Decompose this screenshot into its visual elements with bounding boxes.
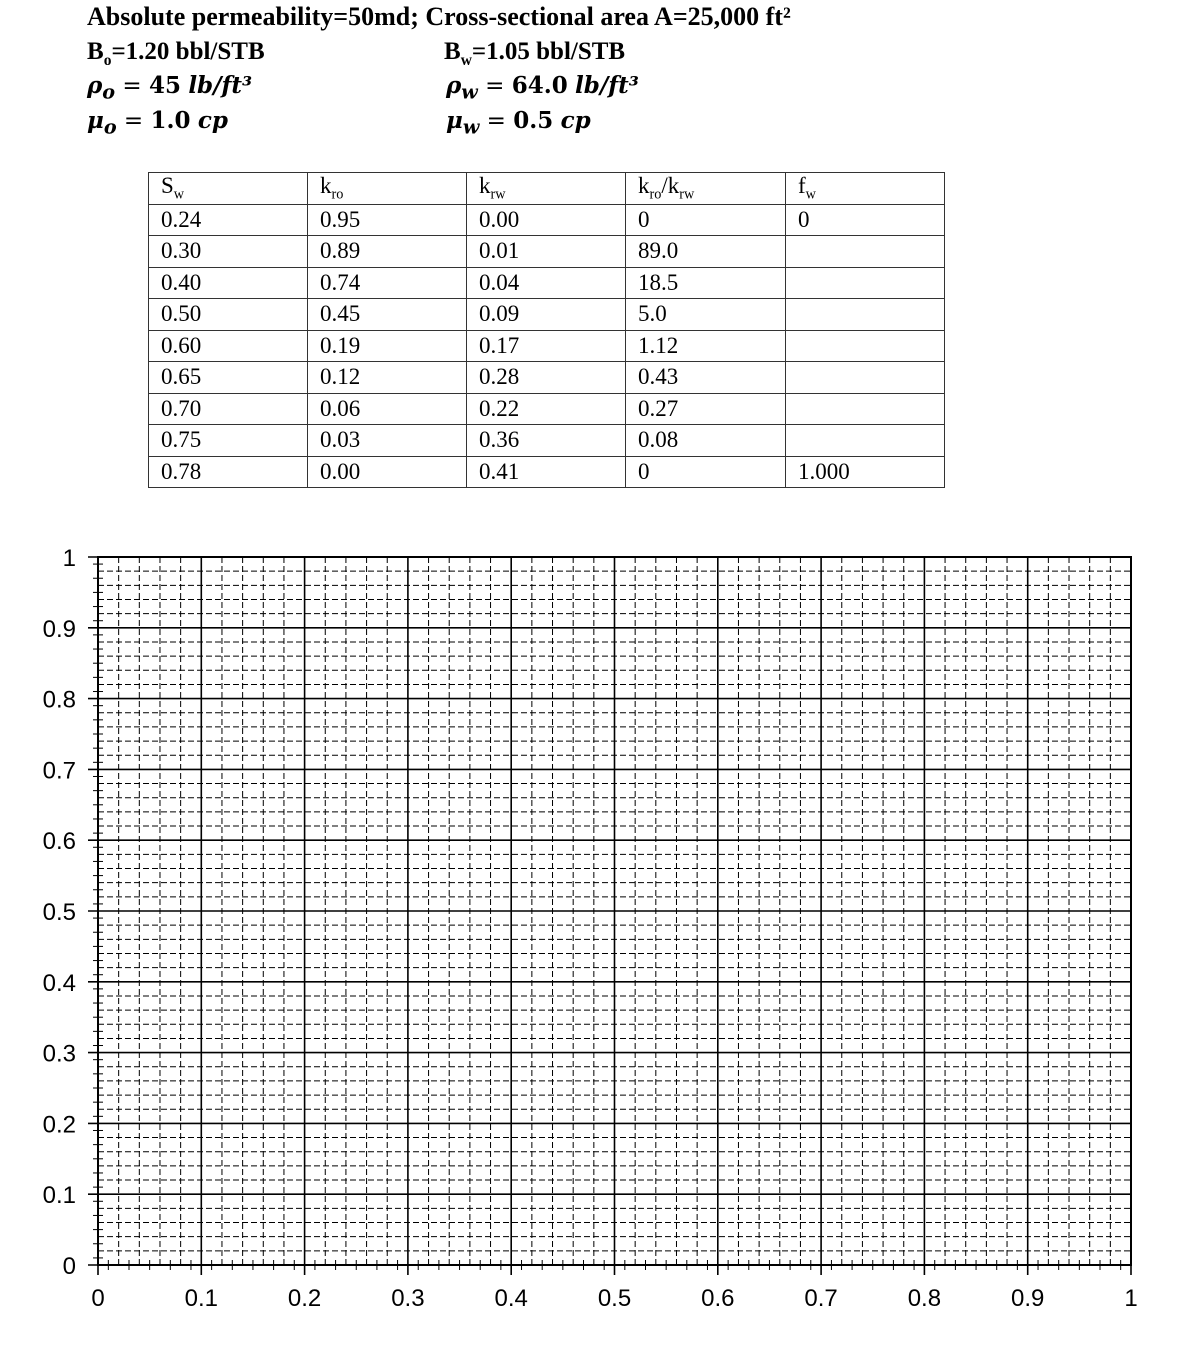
- cell-kro-krw: 0.08: [626, 425, 786, 457]
- cell-kro: 0.74: [308, 267, 467, 299]
- cell-kro-krw: 89.0: [626, 236, 786, 268]
- oil-viscosity-eq: =: [116, 108, 151, 134]
- x-tick-label: 0.1: [184, 1285, 218, 1312]
- cell-kro-krw: 0.27: [626, 393, 786, 425]
- col-header-sub: ro: [649, 186, 662, 203]
- cell-kro-krw: 0.43: [626, 362, 786, 394]
- x-tick-label: 0.8: [907, 1285, 942, 1312]
- x-tick-label: 0.3: [391, 1285, 425, 1312]
- x-tick-label: 1: [1124, 1285, 1138, 1312]
- cell-kro-krw: 1.12: [626, 330, 786, 362]
- oil-density-unit: lb/ft³: [188, 72, 253, 99]
- cell-sw: 0.60: [149, 330, 308, 362]
- cell-sw: 0.40: [149, 267, 308, 299]
- cell-kro-krw: 0: [626, 204, 786, 236]
- cell-kro-krw: 0: [626, 456, 786, 488]
- col-header-sep: /k: [661, 173, 680, 198]
- col-header-main: S: [161, 173, 174, 198]
- cell-krw: 0.04: [467, 267, 626, 299]
- water-viscosity-unit: cp: [560, 107, 591, 134]
- cell-krw: 0.01: [467, 236, 626, 268]
- x-tick-label: 0.2: [287, 1285, 322, 1312]
- y-tick-label: 0.6: [42, 828, 76, 856]
- cell-kro: 0.12: [308, 362, 467, 394]
- oil-viscosity-symbol: μ: [87, 107, 104, 134]
- col-header-main: f: [798, 173, 806, 198]
- col-header-main: k: [638, 173, 650, 198]
- col-header-main: k: [320, 173, 332, 198]
- water-fvf-symbol: B: [444, 38, 461, 65]
- y-tick-label: 0.9: [42, 615, 76, 643]
- cell-sw: 0.65: [149, 362, 308, 394]
- water-density-value: 64.0: [511, 72, 568, 99]
- cell-sw: 0.30: [149, 236, 308, 268]
- oil-viscosity-value: 1.0: [150, 107, 191, 134]
- oil-density-sub: o: [102, 80, 116, 104]
- oil-fvf-sub: o: [103, 52, 112, 69]
- oil-density-value: 45: [148, 72, 181, 99]
- cell-krw: 0.17: [467, 330, 626, 362]
- cell-kro-krw: 5.0: [626, 299, 786, 331]
- x-tick-label: 0.5: [597, 1285, 632, 1312]
- x-tick-label: 0: [91, 1285, 105, 1312]
- col-header-sub: ro: [331, 186, 344, 203]
- cell-kro: 0.95: [308, 204, 467, 236]
- x-tick-label: 0.9: [1011, 1285, 1045, 1312]
- col-header-sub: w: [805, 186, 816, 203]
- oil-viscosity-sub: o: [103, 115, 117, 139]
- water-viscosity-symbol: μ: [446, 107, 463, 134]
- y-tick-label: 0.5: [42, 899, 76, 926]
- water-density-sub: w: [461, 80, 478, 104]
- cell-sw: 0.70: [149, 393, 308, 425]
- cell-sw: 0.24: [149, 204, 308, 236]
- given-data-title: Absolute permeability=50md; Cross-sectional area A=25,000 ft²: [87, 2, 791, 31]
- cell-krw: 0.09: [467, 299, 626, 331]
- cell-kro: 0.03: [308, 425, 467, 457]
- oil-viscosity-unit: cp: [197, 107, 228, 134]
- y-tick-label: 0.8: [42, 686, 76, 714]
- water-density-symbol: ρ: [446, 72, 462, 99]
- cell-krw: 0.41: [467, 456, 626, 488]
- water-viscosity-eq: =: [479, 108, 514, 134]
- cell-sw: 0.50: [149, 299, 308, 331]
- cell-kro-krw: 18.5: [626, 267, 786, 299]
- y-tick-label: 0.7: [42, 757, 76, 785]
- oil-density-eq: =: [115, 73, 149, 99]
- water-viscosity-sub: w: [462, 115, 480, 139]
- x-tick-label: 0.4: [494, 1285, 528, 1312]
- x-tick-label: 0.6: [701, 1285, 735, 1312]
- col-header-main: k: [479, 173, 491, 198]
- water-density-unit: lb/ft³: [575, 72, 639, 99]
- cell-fw: 1.000: [786, 456, 945, 488]
- cell-kro: 0.00: [308, 456, 467, 488]
- oil-fvf-value: =1.20 bbl/STB: [111, 38, 265, 65]
- water-fvf-sub: w: [460, 52, 472, 69]
- water-viscosity-value: 0.5: [513, 107, 554, 134]
- y-tick-label: 0.1: [42, 1182, 76, 1210]
- oil-density-symbol: ρ: [87, 72, 103, 99]
- col-header-sub2: rw: [679, 186, 695, 203]
- cell-sw: 0.78: [149, 456, 308, 488]
- x-tick-label: 0.7: [804, 1285, 838, 1312]
- cell-kro: 0.06: [308, 393, 467, 425]
- y-tick-label: 0.2: [42, 1111, 76, 1139]
- col-header-sub: w: [173, 186, 185, 203]
- cell-kro: 0.89: [308, 236, 467, 268]
- cell-sw: 0.75: [149, 425, 308, 457]
- y-tick-label: 0: [62, 1253, 76, 1280]
- water-fvf-value: =1.05 bbl/STB: [471, 38, 626, 65]
- y-tick-label: 1: [62, 545, 76, 572]
- water-density-eq: =: [477, 73, 512, 99]
- cell-krw: 0.00: [467, 204, 626, 236]
- y-tick-label: 0.3: [42, 1040, 76, 1068]
- oil-fvf-symbol: B: [87, 38, 104, 65]
- cell-kro: 0.45: [308, 299, 467, 331]
- cell-krw: 0.22: [467, 393, 626, 425]
- cell-krw: 0.28: [467, 362, 626, 394]
- cell-krw: 0.36: [467, 425, 626, 457]
- col-header-sub: rw: [490, 186, 506, 203]
- cell-kro: 0.19: [308, 330, 467, 362]
- y-tick-label: 0.4: [42, 969, 76, 997]
- cell-fw: 0: [786, 204, 945, 236]
